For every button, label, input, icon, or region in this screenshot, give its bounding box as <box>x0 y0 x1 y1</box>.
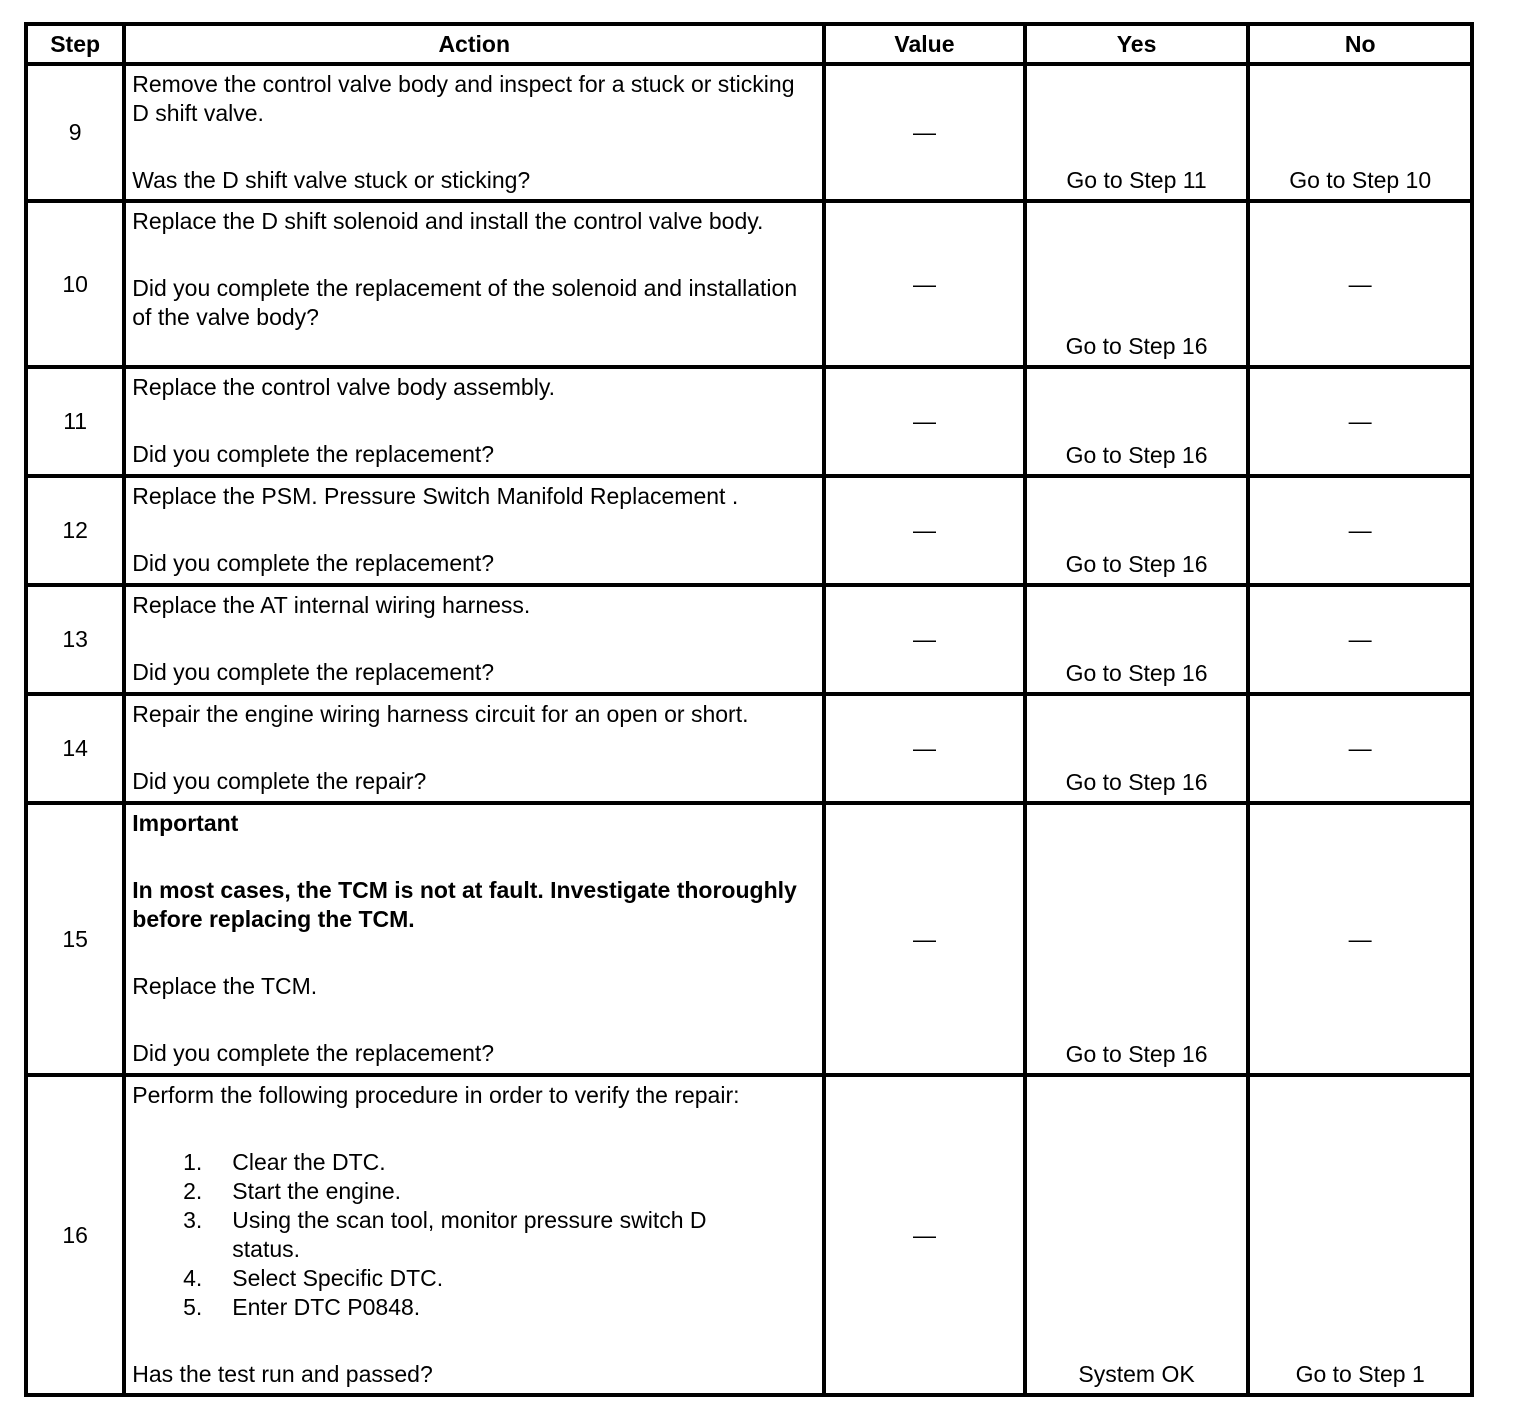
action-question: Did you complete the replacement of the solenoid and installation of the valve body? <box>132 275 798 330</box>
list-text: Select Specific DTC. <box>232 1265 444 1291</box>
action-question: Did you complete the replacement? <box>132 1040 495 1066</box>
action-text: Replace the D shift solenoid and install the control valve body. <box>132 208 764 234</box>
list-item <box>132 1264 816 1293</box>
action-text: Replace the control valve body assembly. <box>132 374 556 400</box>
yes-cell: System OK <box>1025 1075 1249 1395</box>
step-number: 15 <box>26 803 124 1075</box>
header-value: Value <box>824 24 1025 64</box>
action-cell <box>124 1075 824 1395</box>
yes-cell: Go to Step 16 <box>1025 585 1249 694</box>
action-text: Remove the control valve body and inspect for a stuck or sticking D shift valve. <box>132 71 795 126</box>
table-row <box>26 585 1472 694</box>
no-cell: — <box>1248 476 1472 585</box>
header-row <box>26 24 1472 64</box>
header-step: Step <box>26 24 124 64</box>
yes-cell: Go to Step 16 <box>1025 694 1249 803</box>
value-cell: — <box>824 201 1025 367</box>
table-row <box>26 64 1472 201</box>
step-number: 10 <box>26 201 124 367</box>
action-question: Did you complete the replacement? <box>132 550 495 576</box>
action-cell <box>124 367 824 476</box>
no-cell: — <box>1248 803 1472 1075</box>
table-row <box>26 201 1472 367</box>
action-question: Did you complete the repair? <box>132 768 427 794</box>
step-number: 13 <box>26 585 124 694</box>
table-row <box>26 476 1472 585</box>
value-cell: — <box>824 476 1025 585</box>
no-cell: Go to Step 1 <box>1248 1075 1472 1395</box>
value-cell: — <box>824 1075 1025 1395</box>
list-number: 1. <box>183 1149 203 1175</box>
list-text: Clear the DTC. <box>232 1149 386 1175</box>
action-cell <box>124 64 824 201</box>
list-item <box>132 1148 816 1177</box>
action-text: Replace the TCM. <box>132 973 318 999</box>
list-number: 3. <box>183 1207 203 1233</box>
value-cell: — <box>824 694 1025 803</box>
action-question: Did you complete the replacement? <box>132 441 495 467</box>
value-cell: — <box>824 585 1025 694</box>
action-cell <box>124 476 824 585</box>
action-cell <box>124 694 824 803</box>
value-cell: — <box>824 803 1025 1075</box>
yes-cell: Go to Step 16 <box>1025 476 1249 585</box>
action-question: Has the test run and passed? <box>132 1361 433 1387</box>
step-number: 14 <box>26 694 124 803</box>
no-cell: — <box>1248 585 1472 694</box>
action-text: Replace the AT internal wiring harness. <box>132 592 531 618</box>
action-question: Did you complete the replacement? <box>132 659 495 685</box>
header-yes: Yes <box>1025 24 1249 64</box>
action-question: Was the D shift valve stuck or sticking? <box>132 167 531 193</box>
list-number: 2. <box>183 1178 203 1204</box>
action-cell <box>124 803 824 1075</box>
list-text: Start the engine. <box>232 1178 402 1204</box>
table-row <box>26 803 1472 1075</box>
list-item <box>132 1293 816 1322</box>
action-cell <box>124 201 824 367</box>
no-cell: — <box>1248 694 1472 803</box>
no-cell: — <box>1248 201 1472 367</box>
action-text: Replace the PSM. Pressure Switch Manifold Replacement . <box>132 483 739 509</box>
list-text: Using the scan tool, monitor pressure switch D status. <box>232 1207 707 1262</box>
table-row <box>26 694 1472 803</box>
step-number: 12 <box>26 476 124 585</box>
action-cell <box>124 585 824 694</box>
list-item <box>132 1206 816 1264</box>
yes-cell: Go to Step 16 <box>1025 367 1249 476</box>
list-text: Enter DTC P0848. <box>232 1294 421 1320</box>
action-text: Perform the following procedure in order to verify the repair: <box>132 1082 740 1108</box>
yes-cell: Go to Step 16 <box>1025 803 1249 1075</box>
step-number: 11 <box>26 367 124 476</box>
table-row <box>26 1075 1472 1395</box>
procedure-list <box>132 1148 816 1322</box>
no-cell: Go to Step 10 <box>1248 64 1472 201</box>
important-note: In most cases, the TCM is not at fault. Investigate thoroughly before replacing the TCM. <box>132 877 797 932</box>
step-number: 16 <box>26 1075 124 1395</box>
step-number: 9 <box>26 64 124 201</box>
list-number: 4. <box>183 1265 203 1291</box>
no-cell: — <box>1248 367 1472 476</box>
value-cell: — <box>824 64 1025 201</box>
action-text: Repair the engine wiring harness circuit for an open or short. <box>132 701 749 727</box>
header-action: Action <box>124 24 824 64</box>
table-row <box>26 367 1472 476</box>
value-cell: — <box>824 367 1025 476</box>
important-label: Important <box>132 810 239 836</box>
diagnostic-table <box>24 22 1474 1397</box>
list-number: 5. <box>183 1294 203 1320</box>
yes-cell: Go to Step 11 <box>1025 64 1249 201</box>
yes-cell: Go to Step 16 <box>1025 201 1249 367</box>
list-item <box>132 1177 816 1206</box>
header-no: No <box>1248 24 1472 64</box>
